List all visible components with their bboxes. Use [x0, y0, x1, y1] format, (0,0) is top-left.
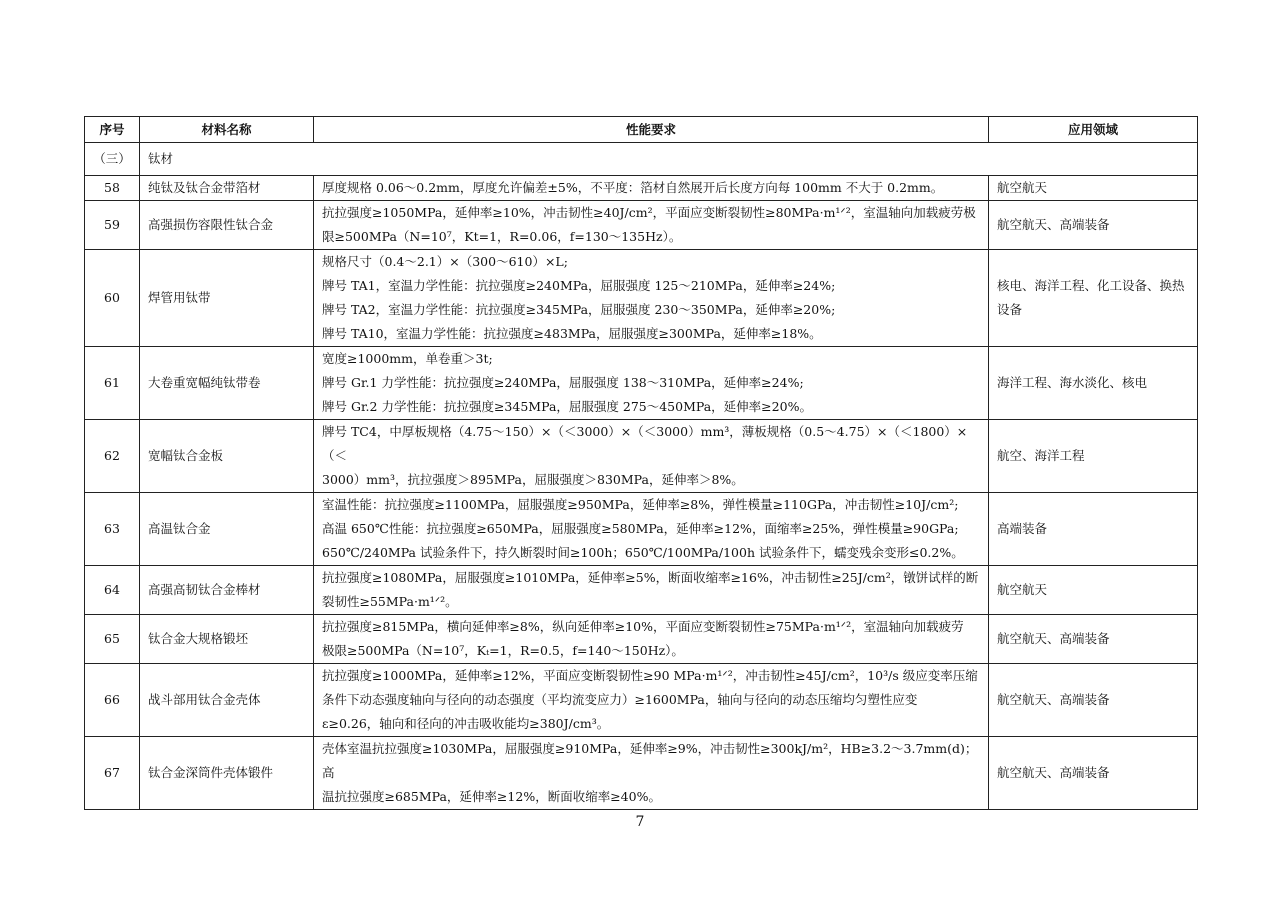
table-row: [85, 176, 1198, 201]
performance-line: ε≥0.26，轴向和径向的冲击吸收能均≥380J/cm³。: [322, 716, 610, 731]
performance-line: 牌号 TA2，室温力学性能：抗拉强度≥345MPa，屈服强度 230～350MPa，延伸率≥20%;: [322, 302, 836, 317]
performance-line: 限≥500MPa（N=10⁷，Kt=1，R=0.06，f=130～135Hz）。: [322, 229, 682, 244]
row-number: 67: [85, 737, 140, 810]
material-name: 高强损伤容限性钛合金: [140, 201, 314, 250]
performance-line: 抗拉强度≥1080MPa，屈服强度≥1010MPa，延伸率≥5%，断面收缩率≥16%，冲击韧性≥25J/cm²，镦饼试样的断: [322, 570, 979, 585]
performance-line: 牌号 TA1，室温力学性能：抗拉强度≥240MPa，屈服强度 125～210MPa，延伸率≥24%;: [322, 278, 836, 293]
row-number: 59: [85, 201, 140, 250]
row-number: 58: [85, 176, 140, 201]
performance-line: 牌号 TA10，室温力学性能：抗拉强度≥483MPa，屈服强度≥300MPa，延伸率≥18%。: [322, 326, 822, 341]
header-no: 序号: [85, 117, 140, 143]
material-name: 高温钛合金: [140, 493, 314, 566]
performance-requirements: [314, 347, 989, 420]
row-number: 61: [85, 347, 140, 420]
performance-line: 裂韧性≥55MPa·m¹ᐟ²。: [322, 594, 458, 609]
performance-line: 高温 650℃性能：抗拉强度≥650MPa，屈服强度≥580MPa，延伸率≥12%，面缩率≥25%，弹性模量≥90GPa;: [322, 521, 959, 536]
performance-requirements: [314, 201, 989, 250]
table-row: [85, 347, 1198, 420]
application-field: 航空航天、高端装备: [989, 737, 1198, 810]
row-number: 64: [85, 566, 140, 615]
application-field: 航空航天: [989, 176, 1198, 201]
performance-requirements: [314, 250, 989, 347]
performance-line: 牌号 Gr.1 力学性能：抗拉强度≥240MPa，屈服强度 138～310MPa，延伸率≥24%;: [322, 375, 804, 390]
application-field: 海洋工程、海水淡化、核电: [989, 347, 1198, 420]
page-number: 7: [635, 814, 645, 830]
performance-line: 宽度≥1000mm，单卷重＞3t;: [322, 351, 493, 366]
row-number: 63: [85, 493, 140, 566]
section-label: （三）: [85, 143, 140, 176]
section-row: [85, 143, 1198, 176]
performance-requirements: [314, 664, 989, 737]
performance-requirements: [314, 493, 989, 566]
performance-line: 条件下动态强度轴向与径向的动态强度（平均流变应力）≥1600MPa，轴向与径向的动态压缩均匀塑性应变: [322, 692, 918, 707]
header-perf: 性能要求: [314, 117, 989, 143]
performance-line: 650℃/240MPa 试验条件下，持久断裂时间≥100h；650℃/100MPa/100h 试验条件下，蠕变残余变形≤0.2%。: [322, 545, 964, 560]
application-field: 航空航天、高端装备: [989, 664, 1198, 737]
table-row: [85, 201, 1198, 250]
material-name: 高强高韧钛合金棒材: [140, 566, 314, 615]
row-number: 66: [85, 664, 140, 737]
performance-line: 壳体室温抗拉强度≥1030MPa，屈服强度≥910MPa，延伸率≥9%，冲击韧性≥300kJ/m²，HB≥3.2～3.7mm(d)；高: [322, 741, 978, 780]
material-name: 宽幅钛合金板: [140, 420, 314, 493]
application-field: 核电、海洋工程、化工设备、换热设备: [989, 250, 1198, 347]
performance-requirements: [314, 566, 989, 615]
material-name: 钛合金深筒件壳体锻件: [140, 737, 314, 810]
performance-line: 室温性能：抗拉强度≥1100MPa，屈服强度≥950MPa，延伸率≥8%，弹性模量≥110GPa，冲击韧性≥10J/cm²;: [322, 497, 959, 512]
table-row: [85, 615, 1198, 664]
performance-line: 规格尺寸（0.4～2.1）×（300～610）×L;: [322, 254, 568, 269]
performance-line: 3000）mm³，抗拉强度＞895MPa，屈服强度＞830MPa，延伸率＞8%。: [322, 472, 744, 487]
performance-requirements: [314, 420, 989, 493]
application-field: 高端装备: [989, 493, 1198, 566]
material-name: 战斗部用钛合金壳体: [140, 664, 314, 737]
material-name: 纯钛及钛合金带箔材: [140, 176, 314, 201]
performance-line: 抗拉强度≥1050MPa，延伸率≥10%，冲击韧性≥40J/cm²，平面应变断裂韧性≥80MPa·m¹ᐟ²，室温轴向加载疲劳极: [322, 205, 976, 220]
material-name: 大卷重宽幅纯钛带卷: [140, 347, 314, 420]
application-field: 航空航天、高端装备: [989, 615, 1198, 664]
performance-line: 厚度规格 0.06～0.2mm，厚度允许偏差±5%，不平度：箔材自然展开后长度方向每 100mm 不大于 0.2mm。: [322, 180, 944, 195]
application-field: 航空、海洋工程: [989, 420, 1198, 493]
performance-requirements: [314, 176, 989, 201]
application-field: 航空航天、高端装备: [989, 201, 1198, 250]
application-field: 航空航天: [989, 566, 1198, 615]
header-app: 应用领域: [989, 117, 1198, 143]
material-name: 焊管用钛带: [140, 250, 314, 347]
table-row: [85, 664, 1198, 737]
table-row: [85, 493, 1198, 566]
performance-requirements: [314, 737, 989, 810]
row-number: 62: [85, 420, 140, 493]
performance-line: 抗拉强度≥1000MPa，延伸率≥12%，平面应变断裂韧性≥90 MPa·m¹ᐟ²，冲击韧性≥45J/cm²，10³/s 级应变率压缩: [322, 668, 978, 683]
performance-line: 牌号 TC4，中厚板规格（4.75～150）×（＜3000）×（＜3000）mm³，薄板规格（0.5～4.75）×（＜1800）×（＜: [322, 424, 968, 463]
performance-line: 抗拉强度≥815MPa，横向延伸率≥8%，纵向延伸率≥10%，平面应变断裂韧性≥75MPa·m¹ᐟ²，室温轴向加载疲劳: [322, 619, 964, 634]
material-name: 钛合金大规格锻坯: [140, 615, 314, 664]
table-row: [85, 420, 1198, 493]
materials-table: [84, 116, 1198, 810]
table-row: [85, 737, 1198, 810]
header-name: 材料名称: [140, 117, 314, 143]
row-number: 60: [85, 250, 140, 347]
section-title: 钛材: [140, 143, 1198, 176]
performance-line: 极限≥500MPa（N=10⁷，Kₜ=1，R=0.5，f=140～150Hz）。: [322, 643, 684, 658]
table-row: [85, 250, 1198, 347]
row-number: 65: [85, 615, 140, 664]
performance-requirements: [314, 615, 989, 664]
performance-line: 温抗拉强度≥685MPa，延伸率≥12%，断面收缩率≥40%。: [322, 789, 661, 804]
table-header-row: [85, 117, 1198, 143]
performance-line: 牌号 Gr.2 力学性能：抗拉强度≥345MPa，屈服强度 275～450MPa，延伸率≥20%。: [322, 399, 812, 414]
table-row: [85, 566, 1198, 615]
